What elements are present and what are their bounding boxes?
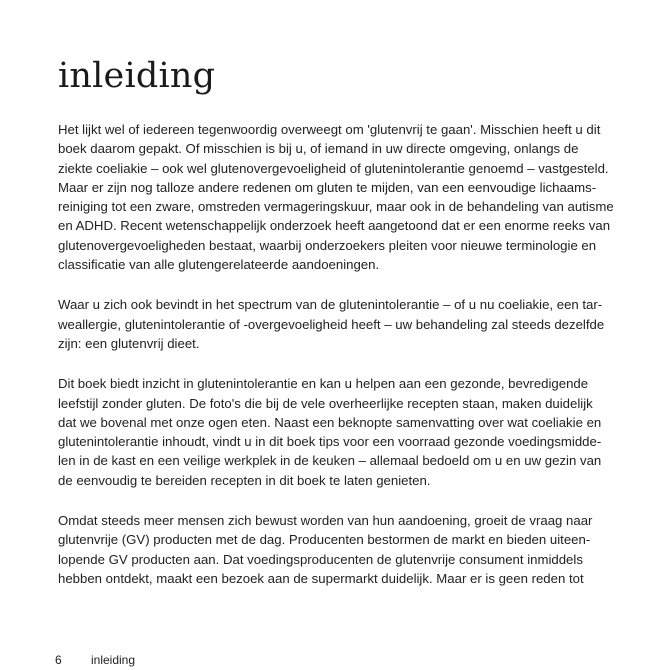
text-line: weallergie, glutenintolerantie of -overgevoeligheid heeft – uw behandeling zal steeds dezelfde	[58, 316, 605, 332]
page-number: 6	[55, 653, 62, 667]
text-line: glutenvrije (GV) producten met de dag. Producenten bestormen de markt en bieden uiteen-	[58, 532, 591, 548]
chapter-title: inleiding	[58, 56, 216, 96]
text-line: Maar er zijn nog talloze andere redenen om gluten te mijden, van een eenvoudige lichaams-	[58, 179, 597, 195]
text-line: glutenintolerantie inhoudt, vindt u in dit boek tips voor een voorraad gezonde voedingsmidde-	[58, 434, 602, 450]
text-line: Omdat steeds meer mensen zich bewust worden van hun aandoening, groeit de vraag naar	[58, 513, 593, 529]
text-line: dat we bovenal met onze ogen eten. Naast een beknopte samenvatting over wat coeliakie en	[58, 414, 602, 430]
text-line: Het lijkt wel of iedereen tegenwoordig overweegt om 'glutenvrij te gaan'. Misschien heeft u dit	[58, 122, 601, 137]
text-line: en ADHD. Recent wetenschappelijk onderzoek heeft aangetoond dat er een enorme reeks van	[58, 218, 611, 234]
text-line: classificatie van alle glutengerelateerde aandoeningen.	[58, 257, 380, 273]
text-line: ziekte coeliakie – ook wel glutenovergevoeligheid of glutenintolerantie genoemd – vastgesteld.	[58, 160, 609, 176]
text-line: reiniging tot een zware, omstreden vermageringskuur, maar ook in de behandeling van autisme	[58, 199, 614, 215]
body-text	[58, 120, 658, 609]
text-line: lopende GV producten aan. Dat voedingsproducenten de glutenvrije consument inmiddels	[58, 551, 583, 567]
running-head: inleiding	[91, 653, 136, 667]
text-line: glutenovergevoeligheden bestaat, waarbij onderzoekers pleiten voor nieuwe terminologie en	[58, 237, 597, 253]
page-footer	[55, 652, 135, 668]
text-line: leefstijl zonder gluten. De foto's die bij de vele overheerlijke recepten staan, maken duidelijk	[58, 395, 593, 411]
paragraph-3	[58, 374, 658, 490]
text-line: Waar u zich ook bevindt in het spectrum van de glutenintolerantie – of u nu coeliakie, een tar-	[58, 297, 603, 313]
paragraph-2	[58, 295, 658, 353]
text-line: zijn: een glutenvrij dieet.	[58, 335, 200, 351]
text-line: len in de kast en een veilige werkplek in de keuken – allemaal bedoeld om u en uw gezin van	[58, 453, 602, 469]
text-line: de eenvoudig te bereiden recepten in dit boek te laten genieten.	[58, 472, 431, 488]
text-line: Dit boek biedt inzicht in glutenintolerantie en kan u helpen aan een gezonde, bevredigende	[58, 376, 589, 392]
paragraph-4	[58, 511, 658, 588]
text-line: hebben ontdekt, maakt een bezoek aan de supermarkt duidelijk. Maar er is geen reden tot	[58, 570, 584, 586]
paragraph-1	[58, 120, 658, 274]
text-line: boek daarom gepakt. Of misschien is bij u, of iemand in uw directe omgeving, onlangs de	[58, 141, 579, 157]
